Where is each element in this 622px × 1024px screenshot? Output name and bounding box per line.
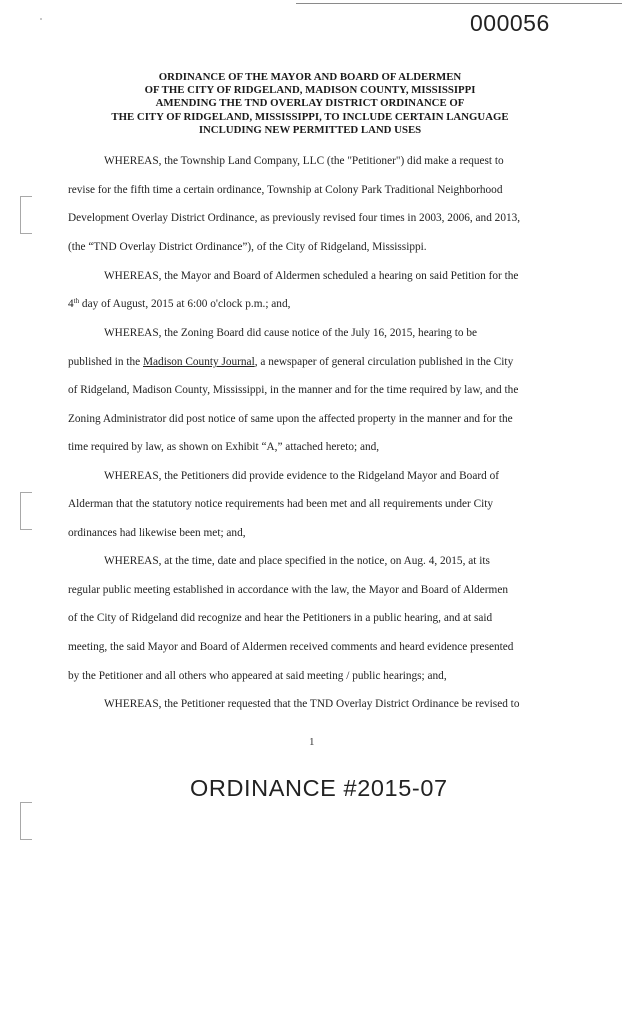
body-line: WHEREAS, the Zoning Board did cause notice of the July 16, 2015, hearing to be <box>104 327 478 339</box>
body-line: WHEREAS, the Mayor and Board of Aldermen scheduled a hearing on said Petition for the <box>104 270 519 282</box>
body-line: time required by law, as shown on Exhibit “A,” attached hereto; and, <box>68 441 380 453</box>
title-line: THE CITY OF RIDGELAND, MISSISSIPPI, TO INCLUDE CERTAIN LANGUAGE <box>111 110 509 123</box>
body-line: revise for the fifth time a certain ordinance, Township at Colony Park Traditional Neighborhood <box>68 184 503 196</box>
body-line: WHEREAS, the Petitioners did provide evidence to the Ridgeland Mayor and Board of <box>104 470 499 482</box>
body-line: WHEREAS, at the time, date and place specified in the notice, on Aug. 4, 2015, at its <box>104 555 490 567</box>
title-line: AMENDING THE TND OVERLAY DISTRICT ORDINANCE OF <box>155 97 465 110</box>
page-number: 1 <box>309 736 315 748</box>
body-line: of the City of Ridgeland did recognize and hear the Petitioners in a public hearing, and at said <box>68 612 493 624</box>
body-line: by the Petitioner and all others who appeared at said meeting / public hearings; and, <box>68 670 447 682</box>
body-line: of Ridgeland, Madison County, Mississippi, in the manner and for the time required by law, and the <box>68 384 519 396</box>
binder-hole-mark <box>20 492 32 530</box>
body-line: WHEREAS, the Township Land Company, LLC (the "Petitioner") did make a request to <box>104 155 504 167</box>
binder-hole-mark <box>20 196 32 234</box>
body-line: Development Overlay District Ordinance, as previously revised four times in 2003, 2006, and 2013, <box>68 212 521 224</box>
body-line: Alderman that the statutory notice requirements had been met and all requirements under City <box>68 498 494 510</box>
body-line: WHEREAS, the Petitioner requested that the TND Overlay District Ordinance be revised to <box>104 698 520 710</box>
ordinance-number-label: ORDINANCE #2015-07 <box>190 775 448 801</box>
body-line <box>68 298 290 311</box>
newspaper-name: Madison County Journal <box>143 356 255 368</box>
body-text: day of August, 2015 at 6:00 o'clock p.m.; and, <box>79 298 291 310</box>
title-line: ORDINANCE OF THE MAYOR AND BOARD OF ALDERMEN <box>158 71 462 83</box>
body-line: Zoning Administrator did post notice of same upon the affected property in the manner and for the <box>68 413 513 425</box>
body-text: published in the <box>68 356 143 368</box>
body-line: (the “TND Overlay District Ordinance”), of the City of Ridgeland, Mississippi. <box>68 241 427 253</box>
body-line: meeting, the said Mayor and Board of Aldermen received comments and heard evidence presented <box>68 641 514 653</box>
title-line: OF THE CITY OF RIDGELAND, MADISON COUNTY, MISSISSIPPI <box>144 84 476 97</box>
body-text: , a newspaper of general circulation published in the City <box>254 356 514 368</box>
ordinance-title <box>60 71 560 137</box>
ordinal-suffix: th <box>73 297 80 305</box>
body-line: regular public meeting established in accordance with the law, the Mayor and Board of Aldermen <box>68 584 509 596</box>
binder-hole-mark <box>20 802 32 840</box>
scan-top-edge-line <box>296 3 622 4</box>
document-number-stamp: 000056 <box>470 10 550 36</box>
body-line <box>68 356 513 369</box>
scan-speck <box>40 18 42 20</box>
title-line: INCLUDING NEW PERMITTED LAND USES <box>198 123 422 136</box>
body-line: ordinances had likewise been met; and, <box>68 527 246 539</box>
day-number: 4 <box>68 298 74 310</box>
